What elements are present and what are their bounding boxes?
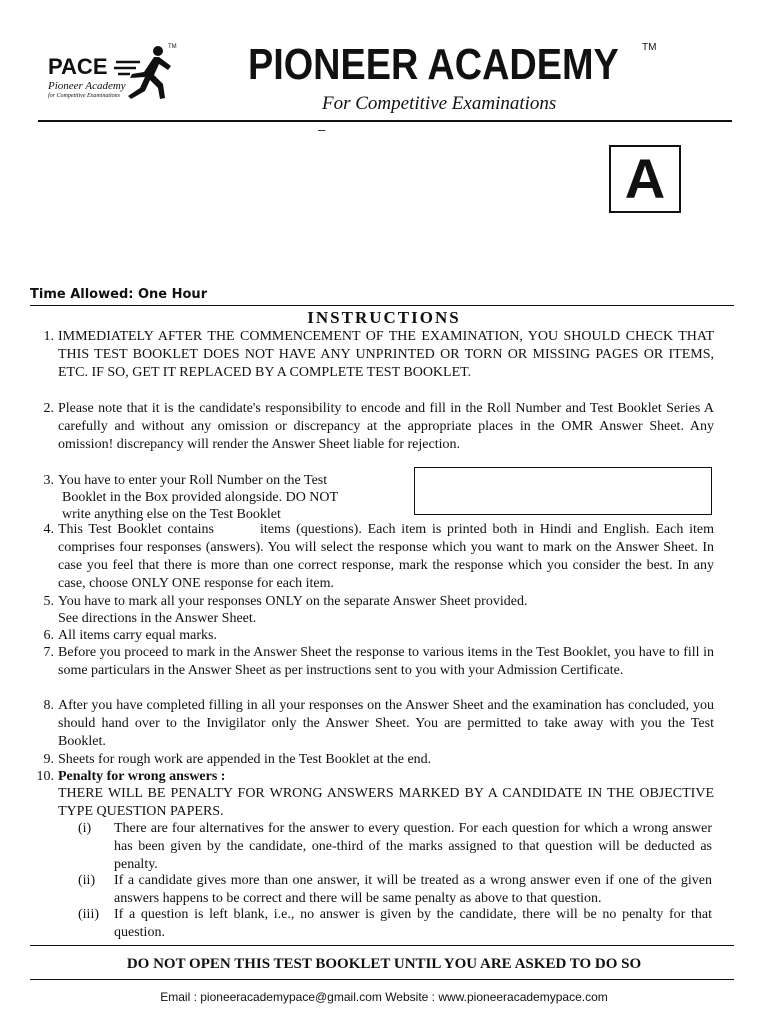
warning-banner: DO NOT OPEN THIS TEST BOOKLET UNTIL YOU ARE ASKED TO DO SO xyxy=(126,956,642,972)
item-text: THERE WILL BE PENALTY FOR WRONG ANSWERS MARKED BY A CANDIDATE IN THE OBJECTIVE TYPE QUESTION PAPERS. xyxy=(58,786,714,819)
booklet-series-letter: A xyxy=(624,147,666,210)
instructions-title: INSTRUCTIONS xyxy=(307,308,461,327)
item-number: 7. xyxy=(43,645,54,660)
penalty-point-text: If a candidate gives more than one answer, it will be treated as a wrong answer even if one of the given answers happens to be correct and there will be same penalty as above to that question. xyxy=(114,873,712,906)
item-text-line: You have to mark all your responses ONLY on the separate Answer Sheet provided. xyxy=(58,594,528,609)
penalty-point-text: If a question is left blank, i.e., no answer is given by the candidate, there will be no penalty for that question. xyxy=(114,907,712,940)
item-text: Please note that it is the candidate's responsibility to encode and fill in the Roll Number and Test Booklet Series A carefully and without any omission or discrepancy at the appropriate places in the OMR Answer Sheet. Any omission! discrepancy will render the Answer Sheet liable for rejection. xyxy=(58,401,714,452)
roll-number-box xyxy=(414,467,712,515)
item-text-line: You have to enter your Roll Number on the Test xyxy=(58,473,328,488)
item-text: Before you proceed to mark in the Answer Sheet the response to various items in the Test Booklet, you have to fill in some particulars in the Answer Sheet as per instructions sent to you with your Admission Certificate. xyxy=(58,645,714,678)
item-text: This Test Booklet contains items (questions). Each item is printed both in Hindi and English. Each item comprises four responses (answers). You will select the response which you want to mark on the Answer Sheet. In case you feel that there is more than one correct response, mark the response which you consider the best. In any case, choose ONLY ONE response for each item. xyxy=(58,522,718,591)
item-text-line: See directions in the Answer Sheet. xyxy=(58,611,257,626)
logo-line1: Pioneer Academy xyxy=(48,80,126,92)
penalty-point-number: (i) xyxy=(78,821,92,836)
item-text-line: Booklet in the Box provided alongside. DO NOT xyxy=(62,490,339,505)
booklet-series-box xyxy=(609,145,681,213)
logo-name: PACE xyxy=(48,54,108,79)
item-number: 10. xyxy=(36,769,54,784)
logo-tm: TM xyxy=(168,44,177,50)
item-number: 5. xyxy=(43,594,54,609)
item-text: After you have completed filling in all your responses on the Answer Sheet and the examination has concluded, you should hand over to the Invigilator only the Answer Sheet. You are permitted to take away with you the Test Booklet. xyxy=(58,698,714,749)
item-number: 3. xyxy=(43,473,54,488)
item-number: 9. xyxy=(43,752,54,767)
brand-title-block xyxy=(248,40,657,90)
penalty-point-text: There are four alternatives for the answer to every question. For each question for which a wrong answer has been given by the candidate, one-third of the marks assigned to that question will be deducted as penalty. xyxy=(114,821,712,872)
header-dash: – xyxy=(318,122,326,137)
item-text: All items carry equal marks. xyxy=(58,628,218,643)
penalty-point-number: (ii) xyxy=(78,873,96,888)
divider xyxy=(30,945,734,946)
item-text: Sheets for rough work are appended in the Test Booklet at the end. xyxy=(58,752,432,767)
runner-icon xyxy=(114,44,174,100)
item-number: 1. xyxy=(43,329,54,344)
divider xyxy=(30,305,734,306)
pace-logo xyxy=(48,44,178,104)
item-number: 8. xyxy=(43,698,54,713)
time-allowed: Time Allowed: One Hour xyxy=(30,287,208,302)
brand-tm: TM xyxy=(642,42,657,53)
penalty-heading: Penalty for wrong answers : xyxy=(58,769,226,784)
tagline: For Competitive Examinations xyxy=(322,93,557,114)
header-divider xyxy=(38,120,732,122)
item-number: 6. xyxy=(43,628,54,643)
item-number: 2. xyxy=(43,401,54,416)
item-text: IMMEDIATELY AFTER THE COMMENCEMENT OF THE EXAMINATION, YOU SHOULD CHECK THAT THIS TEST BOOKLET DOES NOT HAVE ANY UNPRINTED OR TORN OR MISSING PAGES OR ITEMS, ETC. IF SO, GET IT REPLACED BY A COMPLETE TEST BOOKLET. xyxy=(58,329,714,380)
item-number: 4. xyxy=(43,522,54,537)
contact-footer: Email : pioneeracademypace@gmail.com Website : www.pioneeracademypace.com xyxy=(160,990,608,1004)
item-text-line: write anything else on the Test Booklet xyxy=(62,507,281,522)
logo-line2: for Competitive Examinations xyxy=(48,93,120,99)
brand-title: PIONEER ACADEMY xyxy=(248,40,619,89)
penalty-point-number: (iii) xyxy=(78,907,99,922)
divider xyxy=(30,979,734,980)
